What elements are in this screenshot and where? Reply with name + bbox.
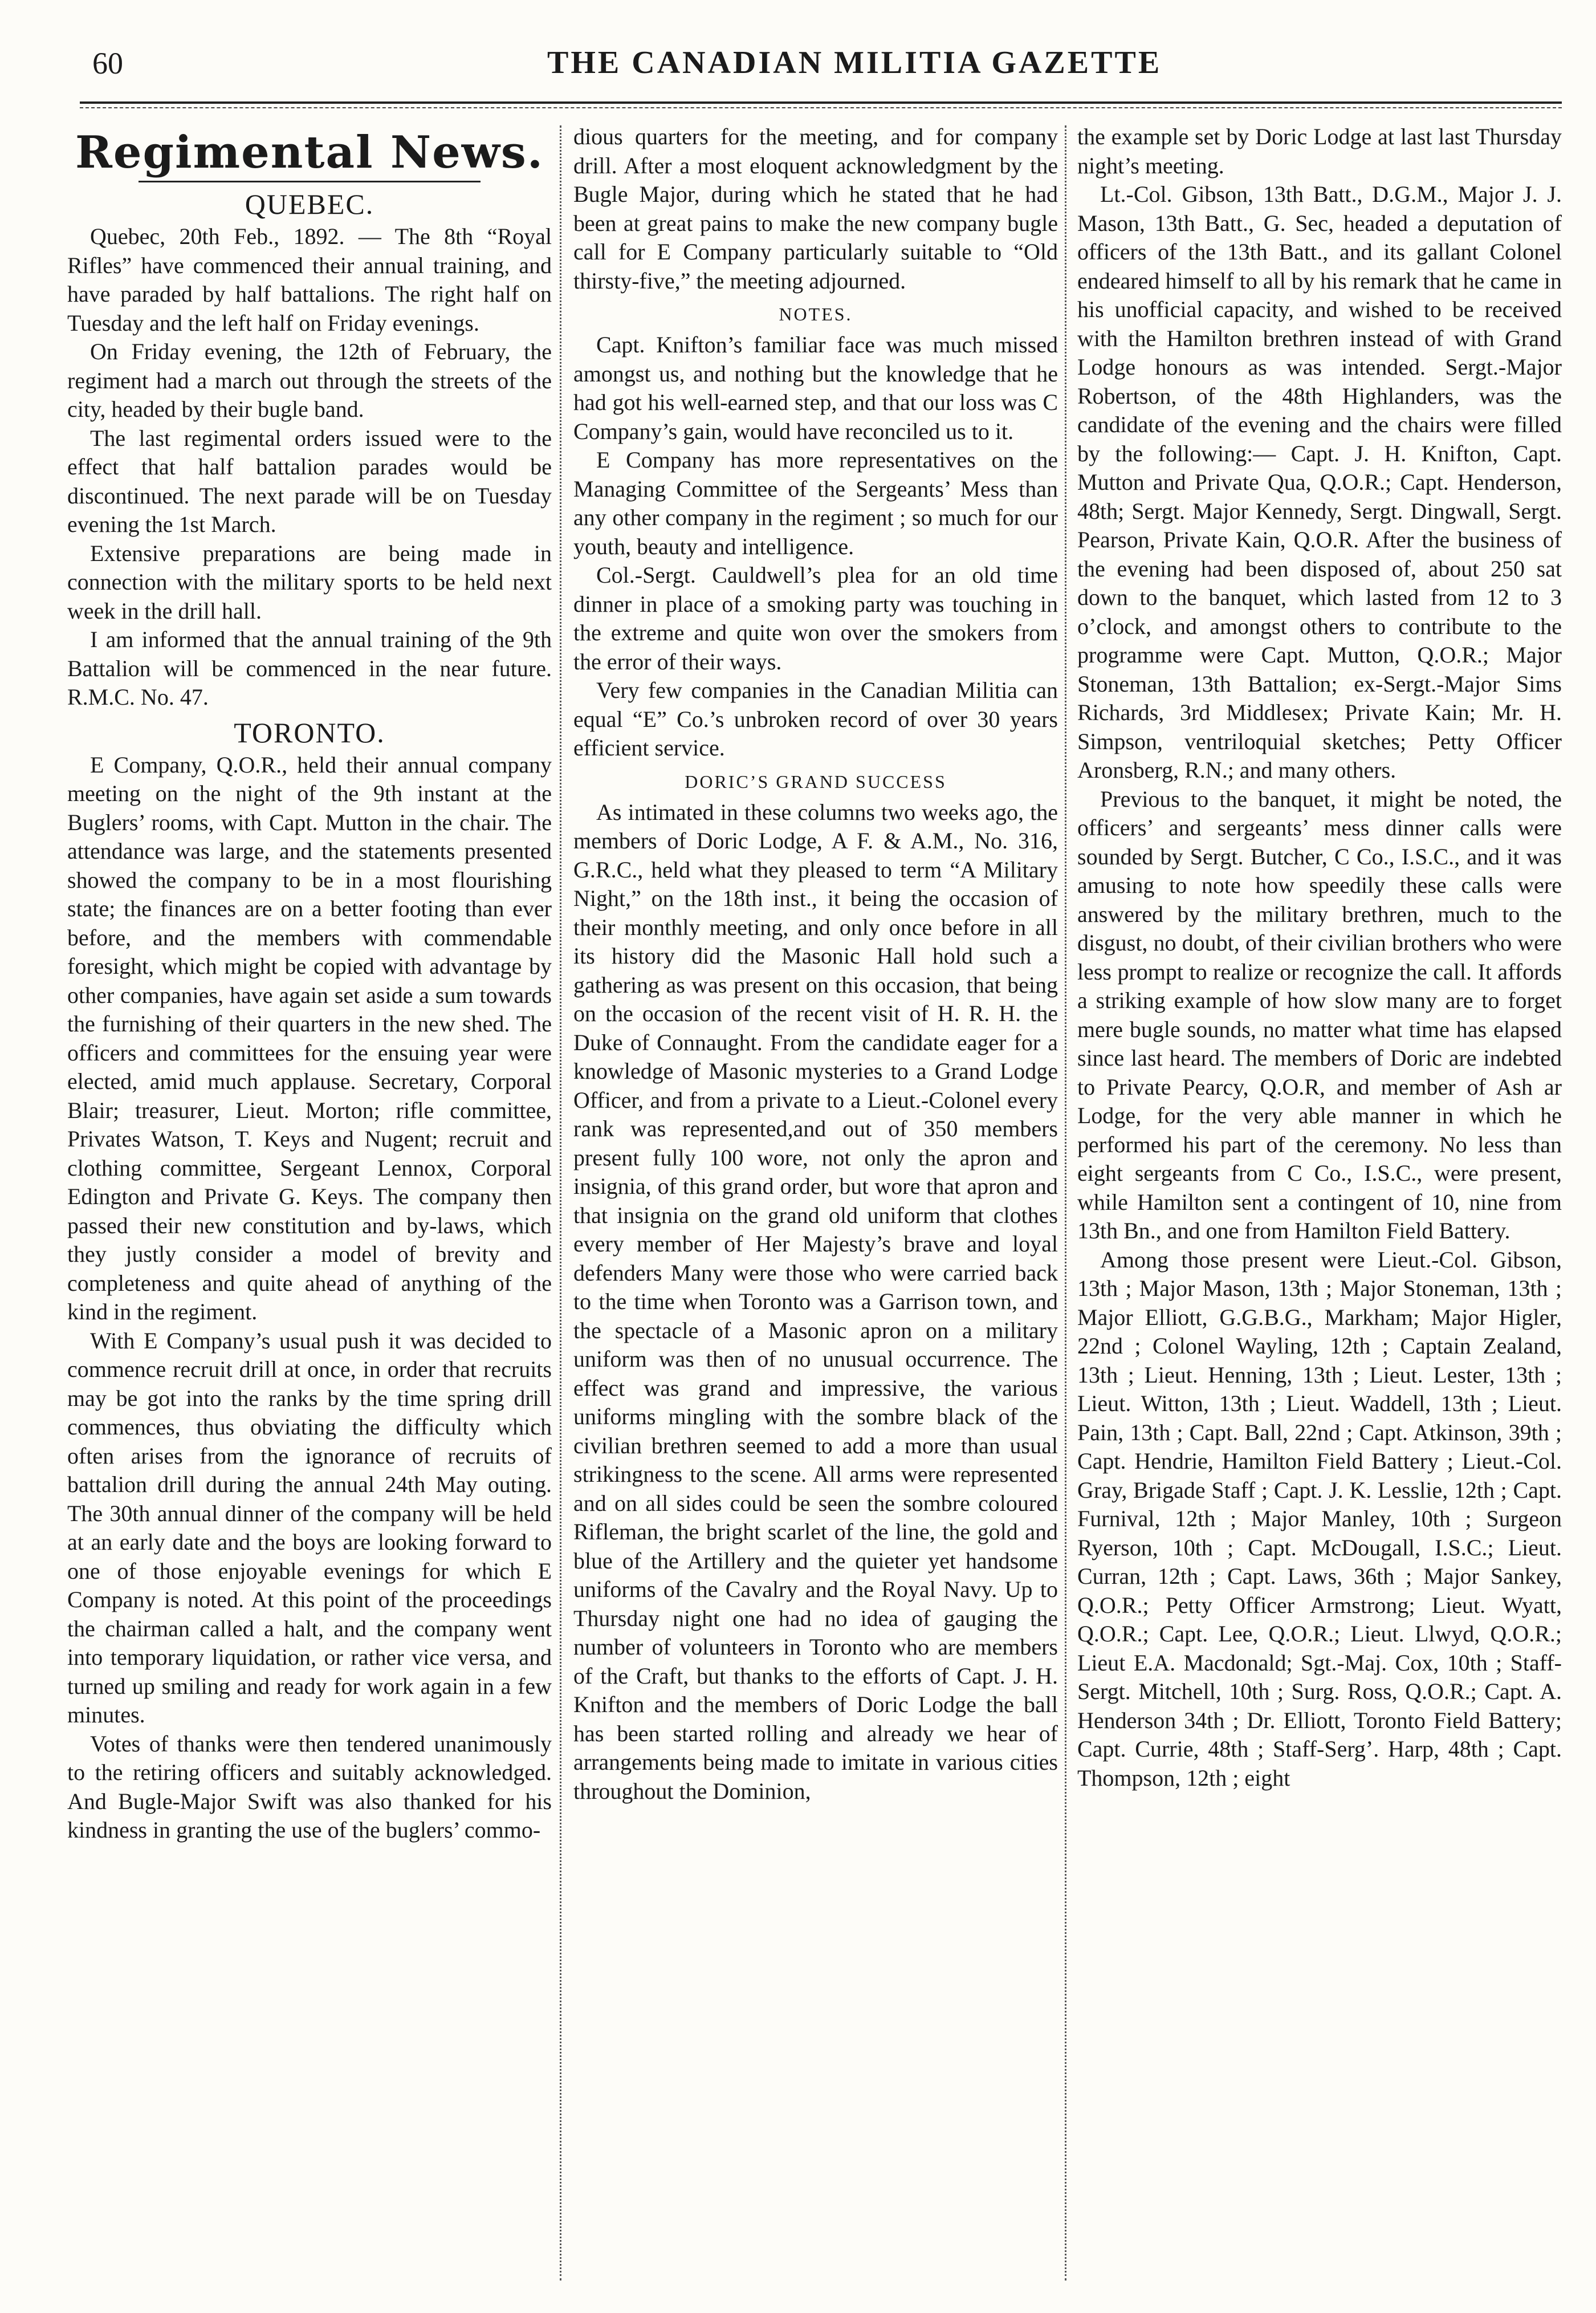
section-rule	[139, 181, 481, 182]
article-paragraph: With E Company’s usual push it was decided to commence recruit drill at once, in order that recruits may be got into the ranks by the time spring drill commences, thus obviating the difficulty which often arises from the ignorance of recruits of battalion drill during the annual 24th May outing. The 30th annual dinner of the company will be held at an early date and the boys are looking forward to one of those enjoyable evenings for which E Company is noted. At this point of the proceedings the chairman called a halt, and the company went into temporary liquidation, or rather vice versa, and turned up smiling and ready for work again in a few minutes.	[67, 1327, 552, 1727]
article-paragraph: On Friday evening, the 12th of February, the regiment had a march out through the streets of the city, headed by their bugle band.	[67, 339, 552, 422]
article-paragraph: Capt. Knifton’s familiar face was much missed amongst us, and nothing but the knowledge that he had got his well-earned step, and that our loss was C Company’s gain, would have reconciled us to it.	[573, 332, 1058, 444]
article-paragraph: I am informed that the annual training of the 9th Battalion will be commenced in the near future. R.M.C. No. 47.	[67, 627, 552, 710]
doric-heading: DORIC’S GRAND SUCCESS	[685, 771, 947, 792]
article-paragraph: Among those present were Lieut.-Col. Gibson, 13th ; Major Mason, 13th ; Major Stoneman, 13th ; Major Elliott, G.G.B.G., Markham; Major Higler, 22nd ; Colonel Wayling, 12th ; Captain Zealand, 13th ; Lieut. Henning, 13th ; Lieut. Lester, 13th ; Lieut. Witton, 13th ; Lieut. Waddell, 13th ; Lieut. Pain, 13th ; Capt. Ball, 22nd ; Capt. Atkinson, 39th ; Capt. Hendrie, Hamilton Field Battery ; Lieut.-Col. Gray, Brigade Staff ; Capt. J. K. Lesslie, 12th ; Capt. Furnival, 12th ; Major Manley, 10th ; Surgeon Ryerson, 10th ; Capt. McDougall, I.S.C.; Lieut. Curran, 12th ; Capt. Laws, 36th ; Major Sankey, Q.O.R.; Petty Officer Armstrong; Lieut. Wyatt, Q.O.R.; Capt. Lee, Q.O.R.; Lieut. Llwyd, Q.O.R.; Lieut E.A. Macdonald; Sgt.-Maj. Cox, 10th ; Staff-Sergt. Mitchell, 10th ; Surg. Ross, Q.O.R.; Capt. A. Henderson 34th ; Dr. Elliott, Toronto Field Battery; Capt. Currie, 48th ; Staff-Serg’. Harp, 48th ; Capt. Thompson, 12th ; eight	[1077, 1246, 1562, 1791]
page-number: 60	[92, 46, 123, 80]
notes-heading: NOTES.	[779, 304, 853, 324]
article-paragraph: Previous to the banquet, it might be noted, the officers’ and sergeants’ mess dinner calls were sounded by Sergt. Butcher, C Co., I.S.C., and it was amusing to note how speedily these calls were answered by the military brethren, much to the disgust, no doubt, of their civilian brothers who were less prompt to realize or recognize the call. It affords a striking example of how slow many are to forget mere bugle sounds, no matter what time has elapsed since last heard. The members of Doric are indebted to Private Pearcy, Q.O.R, and member of Ash ar Lodge, for the very able manner in which he performed his part of the ceremony. No less than eight sergeants from C Co., I.S.C., were present, while Hamilton sent a contingent of 10, nine from 13th Bn., and one from Hamilton Field Battery.	[1077, 786, 1562, 1243]
article-paragraph: dious quarters for the meeting, and for company drill. After a most eloquent acknowledgment by the Bugle Major, during which he stated that he had been at great pains to make the new company bugle call for E Company particularly suitable to “Old thirsty-five,” the meeting adjourned.	[573, 124, 1058, 294]
article-paragraph: E Company, Q.O.R., held their annual company meeting on the night of the 9th instant at the Buglers’ rooms, with Capt. Mutton in the chair. The attendance was large, and the statements presented showed the company to be in a most flourishing state; the finances are on a better footing than ever before, and the members with commendable foresight, which might be copied with advantage by other companies, have again set aside a sum towards the furnishing of their quarters in the new shed. The officers and committees for the ensuing year were elected, amid much applause. Secretary, Corporal Blair; treasurer, Lieut. Morton; rifle committee, Privates Watson, T. Keys and Nugent; recruit and clothing committee, Sergeant Lennox, Corporal Edington and Private G. Keys. The company then passed their new constitution and by-laws, which they justly consider a model of brevity and completeness and quite ahead of anything of the kind in the regiment.	[67, 751, 552, 1324]
column-divider	[560, 125, 561, 2281]
header-rule	[80, 101, 1562, 104]
section-title: Regimental News.	[75, 127, 544, 178]
article-paragraph: Extensive preparations are being made in connection with the military sports to be held next week in the drill hall.	[67, 540, 552, 624]
article-paragraph: Col.-Sergt. Cauldwell’s plea for an old time dinner in place of a smoking party was touching in the extreme and quite won over the smokers from the error of their ways.	[573, 562, 1058, 674]
quebec-heading: QUEBEC.	[245, 188, 374, 220]
article-paragraph: Votes of thanks were then tendered unanimously to the retiring officers and suitably acknowledged. And Bugle-Major Swift was also thanked for his kindness in granting the use of the buglers’ commo-	[67, 1730, 552, 1843]
publication-title: THE CANADIAN MILITIA GAZETTE	[547, 45, 1162, 80]
column-2	[573, 123, 1058, 2300]
article-paragraph: The last regimental orders issued were to the effect that half battalion parades would be discontinued. The next parade will be on Tuesday evening the 1st March.	[67, 425, 552, 537]
page-header	[0, 34, 1596, 97]
column-divider	[1065, 125, 1066, 2281]
article-paragraph: Quebec, 20th Feb., 1892. — The 8th “Royal Rifles” have commenced their annual training, and have paraded by half battalions. The right half on Tuesday and the left half on Friday evenings.	[67, 223, 552, 336]
column-3	[1077, 123, 1562, 2300]
article-paragraph: As intimated in these columns two weeks ago, the members of Doric Lodge, A F. & A.M., No. 316, G.R.C., held what they pleased to term “A Military Night,” on the 18th inst., it being the occasion of their monthly meeting, and only once before in all its history did the Masonic Hall hold such a gathering as was present on this occasion, that being on the occasion of the recent visit of H. R. H. the Duke of Connaught. From the candidate eager for a knowledge of Masonic mysteries to a Grand Lodge Officer, and from a private to a Lieut.-Colonel every rank was represented,and out of 350 members present fully 100 wore, not only the apron and insignia, of this grand order, but wore that apron and that insignia on the grand old uniform that clothes every member of Her Majesty’s brave and loyal defenders Many were those who were carried back to the time when Toronto was a Garrison town, and the spectacle of a Masonic apron on a military uniform was then of no unusual occurrence. The effect was grand and impressive, the various uniforms mingling with the sombre black of the civilian brethren seemed to add a more than usual strikingness to the scene. All arms were represented and on all sides could be seen the sombre coloured Rifleman, the bright scarlet of the line, the gold and blue of the Artillery and the quieter yet handsome uniforms of the Cavalry and the Royal Navy. Up to Thursday night one had no idea of gauging the number of volunteers in Toronto who are members of the Craft, but thanks to the efforts of Capt. J. H. Knifton and the members of Doric Lodge the ball has been started rolling and already we hear of arrangements being made to imitate in various cities throughout the Dominion,	[573, 799, 1058, 1804]
article-paragraph: Lt.-Col. Gibson, 13th Batt., D.G.M., Major J. J. Mason, 13th Batt., G. Sec, headed a deputation of officers of the 13th Batt., and its gallant Colonel endeared himself to all by his remark that he came in his unofficial capacity, and wished to be received with the Hamilton brethren instead of with Grand Lodge honours as was intended. Sergt.-Major Robertson, of the 48th Highlanders, was the candidate of the evening and the chairs were filled by the following:— Capt. J. H. Knifton, Capt. Mutton and Private Qua, Q.O.R.; Capt. Henderson, 48th; Sergt. Major Kennedy, Sergt. Dingwall, Sergt. Pearson, Private Kain, Q.O.R. After the business of the evening had been disposed of, about 250 sat down to the banquet, which lasted from 12 to 3 o’clock, and amongst others to contribute to the programme were Capt. Mutton, Q.O.R.; Major Stoneman, 13th Battalion; ex-Sergt.-Major Sims Richards, 3rd Middlesex; Private Kain; Mr. H. Simpson, ventriloquial sketches; Petty Officer Aronsberg, R.N.; and many others.	[1077, 181, 1562, 783]
article-paragraph: the example set by Doric Lodge at last last Thursday night’s meeting.	[1077, 124, 1562, 178]
article-paragraph: E Company has more representatives on the Managing Committee of the Sergeants’ Mess than any other company in the regiment ; so much for our youth, beauty and intelligence.	[573, 447, 1058, 559]
column-1	[67, 123, 552, 2300]
header-rule-dashed	[80, 107, 1562, 108]
toronto-heading: TORONTO.	[234, 716, 385, 749]
article-paragraph: Very few companies in the Canadian Militia can equal “E” Co.’s unbroken record of over 30 years efficient service.	[573, 677, 1058, 761]
